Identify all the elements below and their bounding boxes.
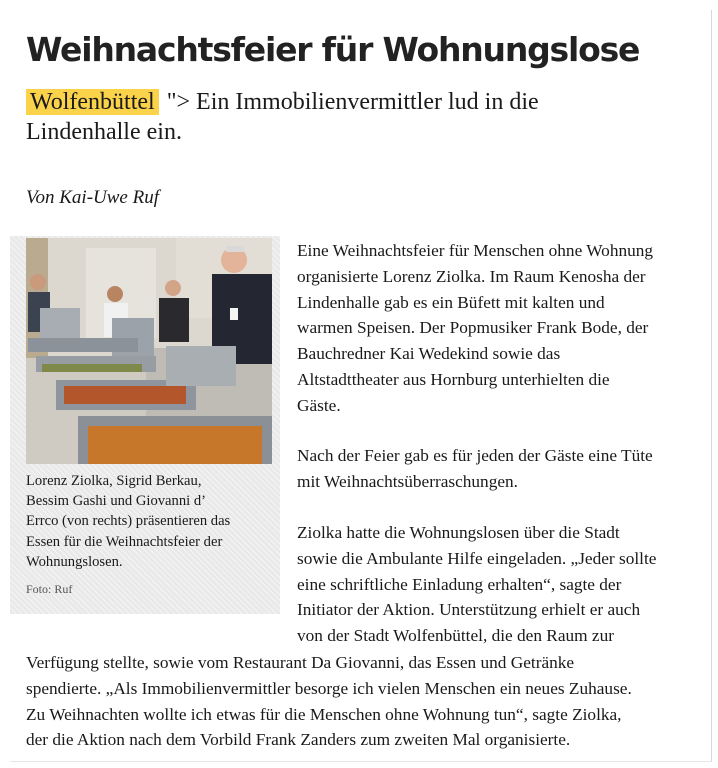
- lead-text: Lindenhalle ein.: [26, 119, 182, 145]
- article-headline: Weihnachtsfeier für Wohnungslose: [26, 30, 640, 69]
- caption-line: Essen für die Weihnachtsfeier der: [26, 533, 223, 550]
- lead-text: Ein Immobilienvermittler lud in die: [196, 89, 539, 115]
- text-line: eine schriftliche Einladung erhalten“, sagte der: [297, 574, 622, 594]
- text-line: mit Weihnachtsüberraschungen.: [297, 471, 518, 491]
- article-lead: [26, 87, 696, 147]
- text-line: sowie die Ambulante Hilfe eingeladen. „Jeder sollte: [297, 548, 657, 568]
- photo-figure: [10, 236, 280, 614]
- text-line: Zu Weihnachten wollte ich etwas für die Menschen ohne Wohnung tun“, sagte Ziolka,: [26, 704, 622, 724]
- text-line: Altstadttheater aus Hornburg unterhielten die: [297, 369, 610, 389]
- photo-credit: Foto: Ruf: [26, 582, 73, 596]
- text-line: Gäste.: [297, 395, 341, 415]
- body-paragraph: [297, 520, 702, 649]
- caption-line: Errco (von rechts) präsentieren das: [26, 513, 231, 530]
- text-line: Nach der Feier gab es für jeden der Gäste eine Tüte: [297, 446, 653, 465]
- text-line: von der Stadt Wolfenbüttel, die den Raum zur: [297, 626, 614, 646]
- text-line: Lindenhalle gab es ein Büfett mit kalten und: [297, 292, 605, 312]
- buffet-photo[interactable]: [26, 238, 272, 464]
- body-paragraph: [297, 443, 702, 495]
- body-paragraph: [297, 238, 702, 419]
- caption-line: Wohnungslosen.: [26, 553, 123, 570]
- caption-line: Bessim Gashi und Giovanni d’: [26, 493, 206, 510]
- text-line: warmen Speisen. Der Popmusiker Frank Bode, der: [297, 318, 649, 338]
- text-line: spendierte. „Als Immobilienvermittler besorge ich vielen Menschen ein neues Zuhause.: [26, 678, 632, 698]
- lead-separator: ">: [166, 89, 191, 115]
- text-line: Bauchredner Kai Wedekind sowie das: [297, 344, 561, 364]
- text-line: der die Aktion nach dem Vorbild Frank Zanders zum zweiten Mal organisierte.: [26, 730, 571, 750]
- caption-line: Lorenz Ziolka, Sigrid Berkau,: [26, 473, 202, 489]
- text-line: organisierte Lorenz Ziolka. Im Raum Kenosha der: [297, 266, 646, 286]
- byline: Von Kai-Uwe Ruf: [26, 187, 159, 208]
- text-line: Initiator der Aktion. Unterstützung erhielt er auch: [297, 600, 641, 620]
- photo-caption: [26, 471, 272, 572]
- text-line: Ziolka hatte die Wohnungslosen über die Stadt: [297, 523, 620, 542]
- text-line: Verfügung stellte, sowie vom Restaurant Da Giovanni, das Essen und Getränke: [26, 653, 575, 672]
- dateline-tag[interactable]: Wolfenbüttel: [26, 89, 159, 115]
- text-line: Eine Weihnachtsfeier für Menschen ohne Wohnung: [297, 241, 654, 260]
- body-paragraph: [26, 650, 702, 753]
